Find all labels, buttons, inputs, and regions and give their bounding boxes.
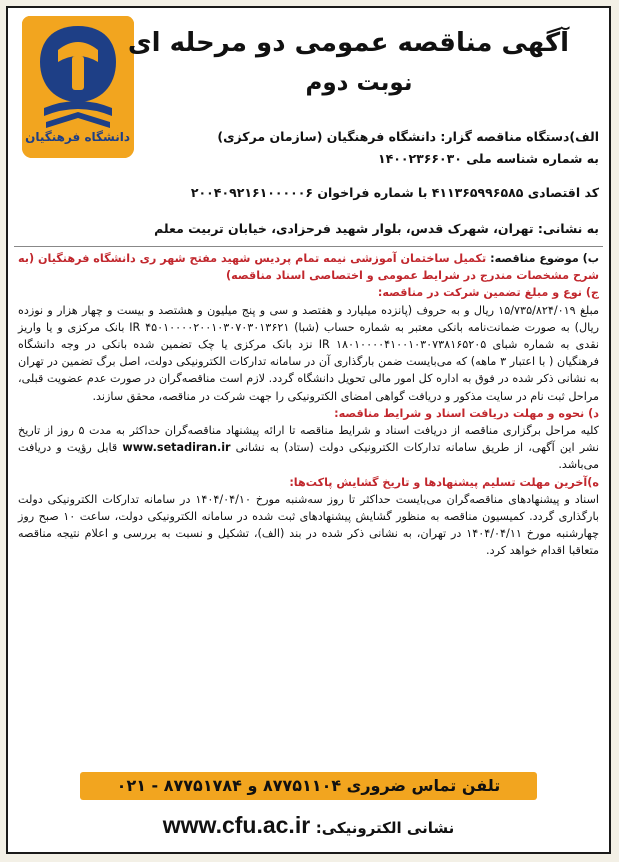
university-logo xyxy=(22,16,134,158)
subject-label: ب) موضوع مناقصه: xyxy=(486,252,599,265)
economic-code-line: کد اقتصادی ۴۱۱۳۶۵۹۹۶۵۸۵ با شماره فراخوان ۲۰۰۴۰۹۲۱۶۱۰۰۰۰۰۶ xyxy=(190,185,599,200)
logo-caption: دانشگاه فرهنگیان xyxy=(25,130,130,144)
docs-text-before: کلیه مراحل برگزاری مناقصه از دریافت اسناد و شرایط مناقصه تا ارائه پیشنهاد مناقصه‌گران حداکثر به مدت ۵ روز از تاریخ نشر این آگهی، از طریق سامانه تدارکات الکترونیکی دولت (ستاد) به نشانی xyxy=(18,424,599,455)
header-divider xyxy=(14,246,603,247)
contact-phone-bar: تلفن تماس ضروری ۸۷۷۵۱۱۰۴ و ۸۷۷۵۱۷۸۴ - ۰۲۱ xyxy=(80,772,537,800)
deadline-heading: ه)آخرین مهلت تسلیم پیشنهادها و تاریخ گشایش پاکت‌ها: xyxy=(289,475,599,489)
docs-heading: د) نحوه و مهلت دریافت اسناد و شرایط مناقصه: xyxy=(334,406,599,420)
national-id-line: به شماره شناسه ملی ۱۴۰۰۲۳۶۶۰۳۰ xyxy=(377,151,599,166)
setad-link[interactable]: www.setadiran.ir xyxy=(122,441,231,455)
organizer-line: الف)دستگاه مناقصه گزار: دانشگاه فرهنگیان (سازمان مرکزی) xyxy=(217,129,599,144)
subject-paragraph xyxy=(18,250,599,284)
tender-notice xyxy=(6,6,611,854)
website-line xyxy=(48,812,569,839)
notice-round: نوبت دوم xyxy=(305,70,413,96)
website-link[interactable]: www.cfu.ac.ir xyxy=(162,812,311,838)
docs-text-after: قابل رؤیت و دریافت می‌باشد. xyxy=(18,441,599,472)
website-label: نشانی الکترونیکی: xyxy=(315,819,455,837)
address-line: به نشانی: تهران، شهرک قدس، بلوار شهید فرحزادی، خیابان تربیت معلم xyxy=(154,221,599,236)
subject-text: تکمیل ساختمان آموزشی نیمه تمام پردیس شهید مفتح شهر ری دانشگاه فرهنگیان (به شرح مشخصات مندرج در شرایط عمومی و اختصاصی اسناد مناقصه) xyxy=(17,252,599,283)
guarantee-text: مبلغ ۱۵/۷۳۵/۸۲۴/۰۱۹ ریال و به حروف (پانزده میلیارد و هفتصد و سی و پنج میلیون و هشتصد و بیست و چهار هزار و نوزده ریال) به صورت ضمانت‌نامه بانکی معتبر به شماره حساب (شبا) IR ۴۵۰۱۰۰۰۰۲۰۰۱۰۳۰۷۰۳۰۱۳۶۲۱ بانک مرکزی و یا واریز نقدی به شماره شبای IR ۱۸۰۱۰۰۰۰۴۱۰۰۱۰۳۰۷۳۸۱۶۵۲۰۵ نزد بانک مرکزی یا چک تضمین شده بانکی در وجه دانشگاه فرهنگیان ( با اعتبار ۳ ماهه) که می‌بایست ضمن بارگذاری آن در سامانه تدارکات الکترونیکی دولت، اصل برگ تضمین در تهران به نشانی ذکر شده در فوق به اداره کل امور مالی تحویل دانشگاه گردد. لازم است مناقصه‌گران در صورت عدم عضویت قبلی، مراحل ثبت نام در سایت مذکور و دریافت گواهی امضای الکترونیکی را جهت شرکت در مناقصه، محقق سازند. xyxy=(18,303,599,403)
notice-body xyxy=(18,250,599,560)
guarantee-heading: ج) نوع و مبلغ تضمین شرکت در مناقصه: xyxy=(377,286,599,300)
docs-paragraph xyxy=(18,422,599,474)
deadline-text: اسناد و پیشنهادهای مناقصه‌گران می‌بایست حداکثر تا روز سه‌شنبه مورخ ۱۴۰۴/۰۴/۱۰ در سامانه تدارکات الکترونیکی دولت بارگذاری گردد. کمیسیون مناقصه به منظور گشایش پیشنهادهای ثبت شده در سامانه الکترونیکی دولت، ساعت ۱۰ صبح روز چهارشنبه مورخ ۱۴۰۴/۰۴/۱۱ در تهران، به نشانی ذکر شده در بند (الف)، تشکیل و نسبت به بررسی و اعلام نتیجه مناقصه متعاقبا اقدام خواهد کرد. xyxy=(18,492,599,558)
notice-title: آگهی مناقصه عمومی دو مرحله ای xyxy=(127,28,569,58)
